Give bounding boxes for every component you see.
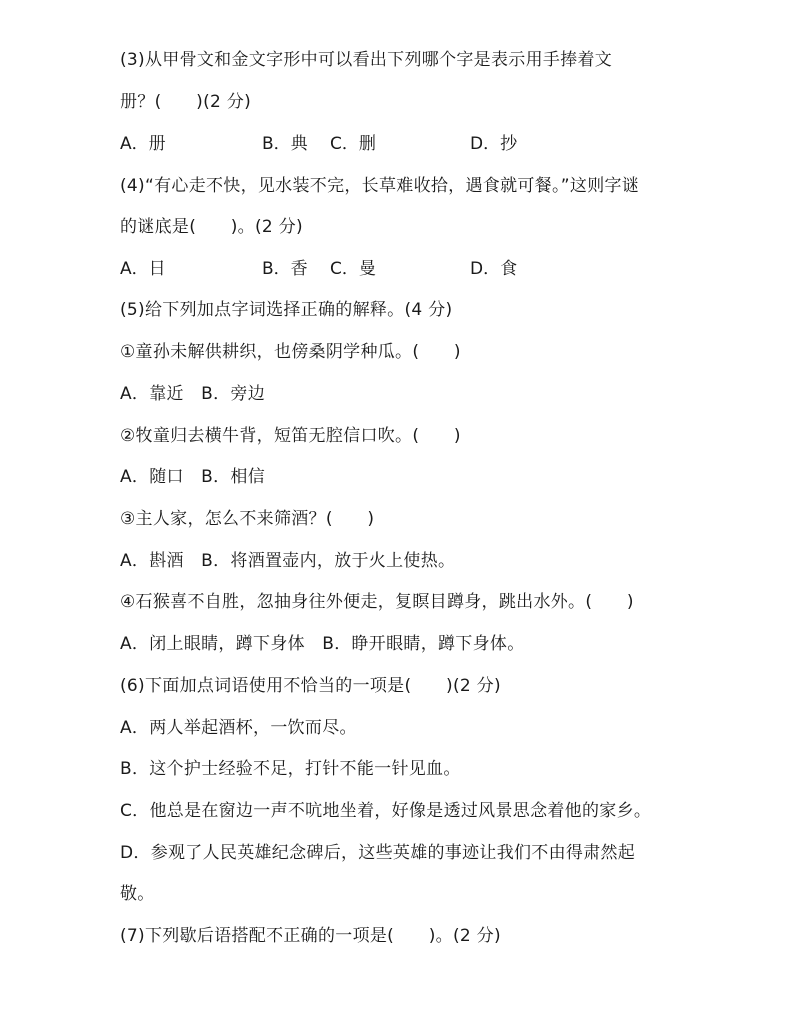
q3-option-b: B．典 — [262, 134, 308, 154]
q4-option-c: C．曼 — [330, 259, 376, 279]
q7-title: (7)下列歇后语搭配不正确的一项是( )。(2 分) — [120, 926, 501, 946]
q5-item-2: ②牧童归去横牛背，短笛无腔信口吹。( ) — [120, 426, 461, 446]
q4-stem-line1: (4)“有心走不快，见水装不完，长草难收拾，遇食就可餐。”这则字谜 — [120, 176, 640, 196]
q5-item-4-options: A．闭上眼睛，蹲下身体 B．睁开眼睛，蹲下身体。 — [120, 634, 525, 654]
q6-option-b: B．这个护士经验不足，打针不能一针见血。 — [120, 759, 461, 779]
q5-item-2-options: A．随口 B．相信 — [120, 467, 265, 487]
q3-option-d: D．抄 — [470, 134, 518, 154]
q6-option-d-line1: D．参观了人民英雄纪念碑后，这些英雄的事迹让我们不由得肃然起 — [120, 843, 636, 863]
q5-title: (5)给下列加点字词选择正确的解释。(4 分) — [120, 300, 453, 320]
q3-option-c: C．删 — [330, 134, 376, 154]
q4-option-b: B．香 — [262, 259, 308, 279]
q4-option-a: A．日 — [120, 259, 166, 279]
q3-option-a: A．册 — [120, 134, 166, 154]
q4-stem-line2: 的谜底是( )。(2 分) — [120, 217, 303, 237]
q5-item-1-options: A．靠近 B．旁边 — [120, 384, 265, 404]
q6-title: (6)下面加点词语使用不恰当的一项是( )(2 分) — [120, 676, 501, 696]
q5-item-3: ③主人家，怎么不来筛酒？( ) — [120, 509, 375, 529]
q6-option-a: A．两人举起酒杯，一饮而尽。 — [120, 718, 357, 738]
q3-stem-line2: 册？( )(2 分) — [120, 92, 252, 112]
q5-item-3-options: A．斟酒 B．将酒置壶内，放于火上使热。 — [120, 551, 456, 571]
q6-option-c: C．他总是在窗边一声不吭地坐着，好像是透过风景思念着他的家乡。 — [120, 801, 652, 821]
q5-item-1: ①童孙未解供耕织，也傍桑阴学种瓜。( ) — [120, 342, 461, 362]
q5-item-4: ④石猴喜不自胜，忽抽身往外便走，复瞑目蹲身，跳出水外。( ) — [120, 592, 634, 612]
q4-option-d: D．食 — [470, 259, 518, 279]
q6-option-d-line2: 敬。 — [120, 884, 155, 904]
q3-stem-line1: (3)从甲骨文和金文字形中可以看出下列哪个字是表示用手捧着文 — [120, 50, 613, 70]
